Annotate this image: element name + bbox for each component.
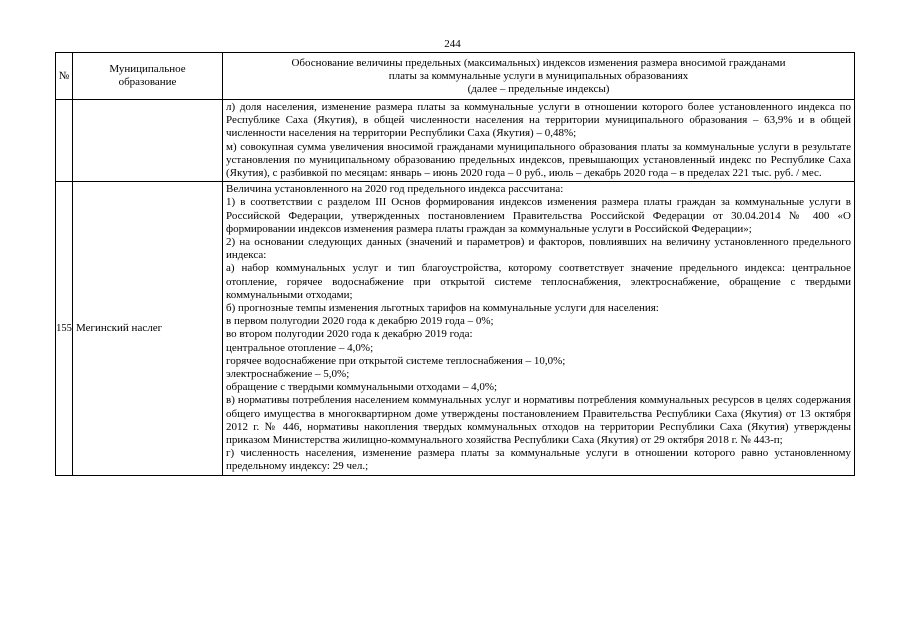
paragraph: во втором полугодии 2020 года к декабрю 2019 года: [226, 328, 473, 341]
municipality-name: Мегинский наслег [73, 182, 223, 475]
paragraph: м) совокупная сумма увеличения вносимой гражданами муниципального образования платы за коммунальные услуги в результате установления по муниципальному образованию предельных индексов, превышающих установленный индекс по Республике Саха (Якутия), с разбивкой по месяцам: январь – июнь 2020 года – 0 руб., июль – декабрь 2020 года – в пределах 221 тыс. руб. / мес. [226, 140, 851, 180]
header-num: № [56, 53, 73, 100]
paragraph: центральное отопление – 4,0%; [226, 341, 374, 354]
paragraph: в) нормативы потребления населением коммунальных услуг и нормативы потребления коммунальных ресурсов в целях содержания общего имущества в многоквартирном доме утверждены постановлением Правительства Республики Саха (Якутия) от 13 октября 2012 г. № 446, нормативы накопления твердых коммунальных отходов на территории Республики Саха (Якутия) утверждены приказом Министерства жилищно-коммунального хозяйства Республики Саха (Якутия) от 29 октября 2018 г. № 443-п; [226, 394, 851, 447]
indices-table [55, 52, 855, 476]
paragraph: в первом полугодии 2020 года к декабрю 2019 года – 0%; [226, 315, 494, 328]
paragraph: электроснабжение – 5,0%; [226, 368, 350, 381]
header-justification: Обоснование величины предельных (максимальных) индексов изменения размера вносимой гражданами платы за коммунальные услуги в муниципальных образованиях (далее – предельные индексы) [223, 53, 855, 100]
table-row-155 [56, 182, 855, 475]
table-header-row [56, 53, 855, 100]
table-row-continuation [56, 100, 855, 182]
paragraph: горячее водоснабжение при открытой системе теплоснабжения – 10,0%; [226, 354, 566, 367]
row-number: 155 [56, 182, 73, 475]
paragraph: Величина установленного на 2020 год предельного индекса рассчитана: [226, 183, 564, 196]
paragraph: г) численность населения, изменение размера платы за коммунальные услуги в отношении которого равно установленному предельному индексу: 29 чел.; [226, 447, 851, 473]
paragraph: 2) на основании следующих данных (значений и параметров) и факторов, повлиявших на величину установленного предельного индекса: [226, 236, 851, 262]
continuation-text-cell [223, 100, 855, 182]
row-155-text-cell [223, 182, 855, 475]
header-municipality: Муниципальное образование [73, 53, 223, 100]
continuation-municipality-cell [73, 100, 223, 182]
paragraph: л) доля населения, изменение размера платы за коммунальные услуги в отношении которого более установленного индекса по Республике Саха (Якутия), в общей численности населения на территории муниципального образования – 63,9% и в общей численности населения на территории Республики Саха (Якутия) – 0,48%; [226, 101, 851, 140]
paragraph: б) прогнозные темпы изменения льготных тарифов на коммунальные услуги для населения: [226, 302, 659, 315]
continuation-num-cell [56, 100, 73, 182]
paragraph: обращение с твердыми коммунальными отходами – 4,0%; [226, 381, 498, 394]
paragraph: а) набор коммунальных услуг и тип благоустройства, которому соответствует значение предельного индекса: центральное отопление, горячее водоснабжение при открытой системе теплоснабжения, электроснабжение, обращение с твердыми коммунальными отходами; [226, 262, 851, 301]
paragraph: 1) в соответствии с разделом III Основ формирования индексов изменения размера платы граждан за коммунальные услуги в Российской Федерации, утвержденных постановлением Правительства Российской Федерации от 30.04.2014 № 400 «О формировании индексов изменения размера платы граждан за коммунальные услуги в Российской Федерации»; [226, 196, 851, 235]
page-number: 244 [444, 38, 461, 50]
